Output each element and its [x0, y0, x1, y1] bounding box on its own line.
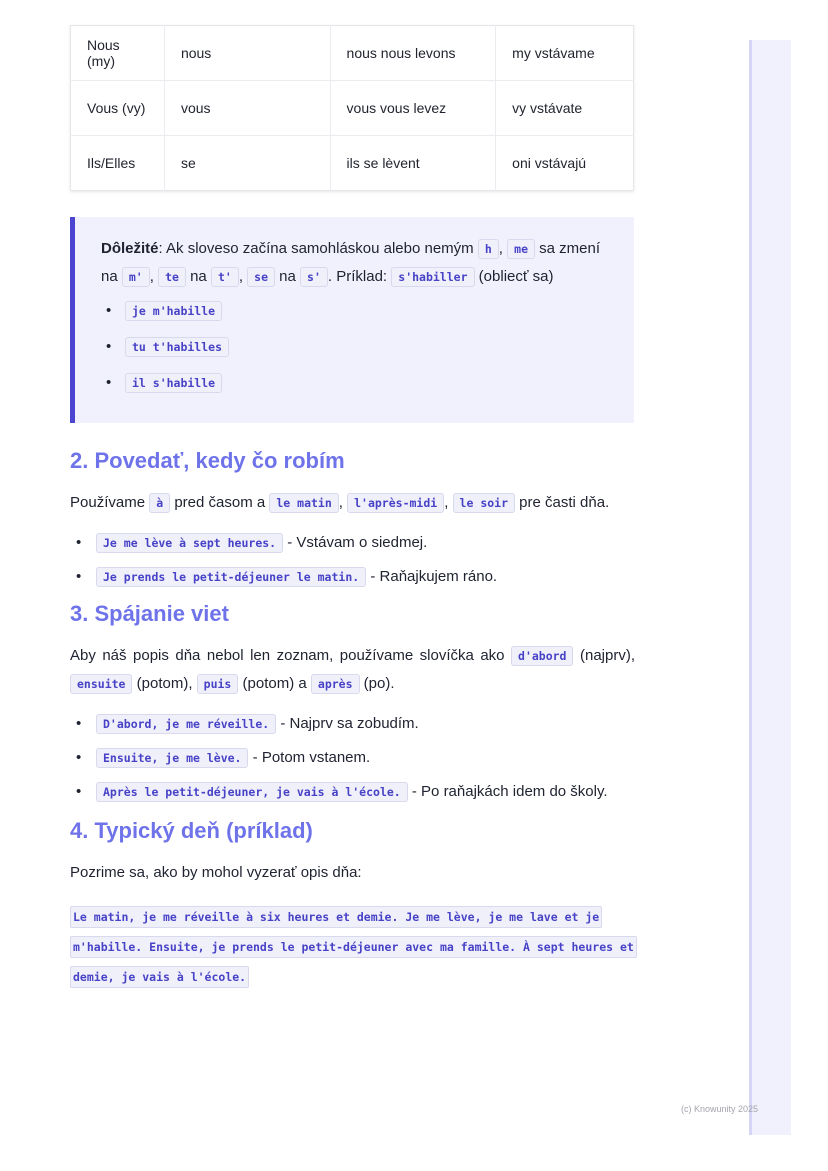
copyright-notice: (c) Knowunity 2025	[681, 1104, 759, 1114]
inline-code: après	[311, 674, 360, 694]
inline-code: à	[149, 493, 170, 513]
table-row	[71, 81, 634, 136]
paragraph: Pozrime sa, ako by mohol vyzerať opis dňa:	[70, 864, 362, 881]
list-item-text: - Najprv sa zobudím.	[276, 715, 419, 732]
callout-text-part: ,	[149, 268, 159, 285]
right-sidebar	[749, 40, 791, 1135]
callout-text-part: . Príklad:	[327, 268, 392, 285]
callout-text-part: (obliecť sa)	[474, 268, 554, 285]
inline-code: te	[158, 267, 186, 287]
callout-text-part: na	[185, 268, 211, 285]
section-heading: 4. Typický deň (príklad)	[70, 818, 313, 843]
conjugation-table	[70, 25, 634, 191]
text-part: pre časti dňa.	[515, 494, 610, 511]
table-cell: Vous (vy)	[71, 81, 165, 136]
inline-code: Je me lève à sept heures.	[96, 533, 283, 553]
example-list	[70, 531, 635, 589]
paragraph	[70, 489, 635, 517]
table-cell: se	[164, 136, 330, 191]
section-heading: 2. Povedať, kedy čo robím	[70, 448, 345, 473]
text-part: ,	[338, 494, 348, 511]
inline-code: s'	[300, 267, 328, 287]
list-item	[70, 531, 635, 555]
document-content	[70, 25, 635, 992]
text-part: (potom),	[132, 675, 197, 692]
list-item	[101, 329, 610, 365]
text-part: Aby náš popis dňa nebol len zoznam, používame slovíčka ako	[70, 647, 512, 664]
list-item	[101, 293, 610, 329]
table-row	[71, 26, 634, 81]
inline-code: d'abord	[511, 646, 573, 666]
table-cell: vy vstávate	[496, 81, 634, 136]
inline-code: me	[507, 239, 535, 259]
callout-text-part: sa zmení na	[101, 240, 601, 285]
list-item	[70, 565, 635, 589]
list-item-text: - Po raňajkách idem do školy.	[407, 783, 608, 800]
table-cell: vous	[164, 81, 330, 136]
inline-code: t'	[211, 267, 239, 287]
text-part: (najprv),	[573, 647, 635, 664]
inline-code: h	[478, 239, 499, 259]
section-heading: 3. Spájanie viet	[70, 601, 229, 626]
text-part: ,	[444, 494, 453, 511]
list-item-text: - Potom vstanem.	[248, 749, 371, 766]
text-part: Používame	[70, 494, 150, 511]
inline-code: le matin	[269, 493, 338, 513]
inline-code: m'	[122, 267, 150, 287]
callout-text-part: : Ak sloveso začína samohláskou alebo nemým	[158, 240, 478, 257]
inline-code: je m'habille	[125, 301, 222, 321]
list-item	[70, 746, 635, 770]
inline-code: Ensuite, je me lève.	[96, 748, 248, 768]
table-cell: my vstávame	[512, 45, 595, 61]
callout-text	[101, 235, 610, 291]
text-part: pred časom a	[170, 494, 270, 511]
table-cell: nous nous levons	[330, 26, 496, 81]
table-cell: Nous (my)	[71, 26, 165, 81]
callout-list	[101, 293, 610, 401]
list-item	[70, 780, 635, 804]
inline-code: il s'habille	[125, 373, 222, 393]
paragraph	[70, 642, 635, 698]
callout-text-part: na	[275, 268, 301, 285]
table-cell: Ils/Elles	[71, 136, 165, 191]
table-cell: ils se lèvent	[330, 136, 496, 191]
inline-code: Après le petit-déjeuner, je vais à l'école.	[96, 782, 408, 802]
inline-code: tu t'habilles	[125, 337, 229, 357]
inline-code: se	[247, 267, 275, 287]
table-cell: vous vous levez	[330, 81, 496, 136]
table-cell: nous	[164, 26, 330, 81]
code-block-text: Le matin, je me réveille à six heures et demie. Je me lève, je me lave et je m'habille. Ensuite, je prends le petit-déjeuner avec ma famille. À sept heures et demie, je vais à l'école.	[70, 906, 637, 988]
inline-code: ensuite	[70, 674, 132, 694]
text-part: (po).	[359, 675, 395, 692]
callout-text-part: ,	[498, 240, 508, 257]
list-item	[101, 365, 610, 401]
list-item-text: - Raňajkujem ráno.	[366, 568, 498, 585]
example-list	[70, 712, 635, 804]
table-cell: oni vstávajú	[496, 136, 634, 191]
inline-code: Je prends le petit-déjeuner le matin.	[96, 567, 366, 587]
callout-label: Dôležité	[101, 240, 159, 257]
inline-code: D'abord, je me réveille.	[96, 714, 276, 734]
list-item	[70, 712, 635, 736]
text-part: (potom) a	[238, 675, 311, 692]
inline-code: l'après-midi	[347, 493, 444, 513]
inline-code: le soir	[453, 493, 515, 513]
callout-text-part: ,	[238, 268, 248, 285]
list-item-text: - Vstávam o siedmej.	[283, 534, 428, 551]
table-row	[71, 136, 634, 191]
important-callout	[70, 217, 634, 423]
example-code-block	[70, 902, 635, 992]
inline-code: puis	[197, 674, 239, 694]
inline-code: s'habiller	[391, 267, 474, 287]
